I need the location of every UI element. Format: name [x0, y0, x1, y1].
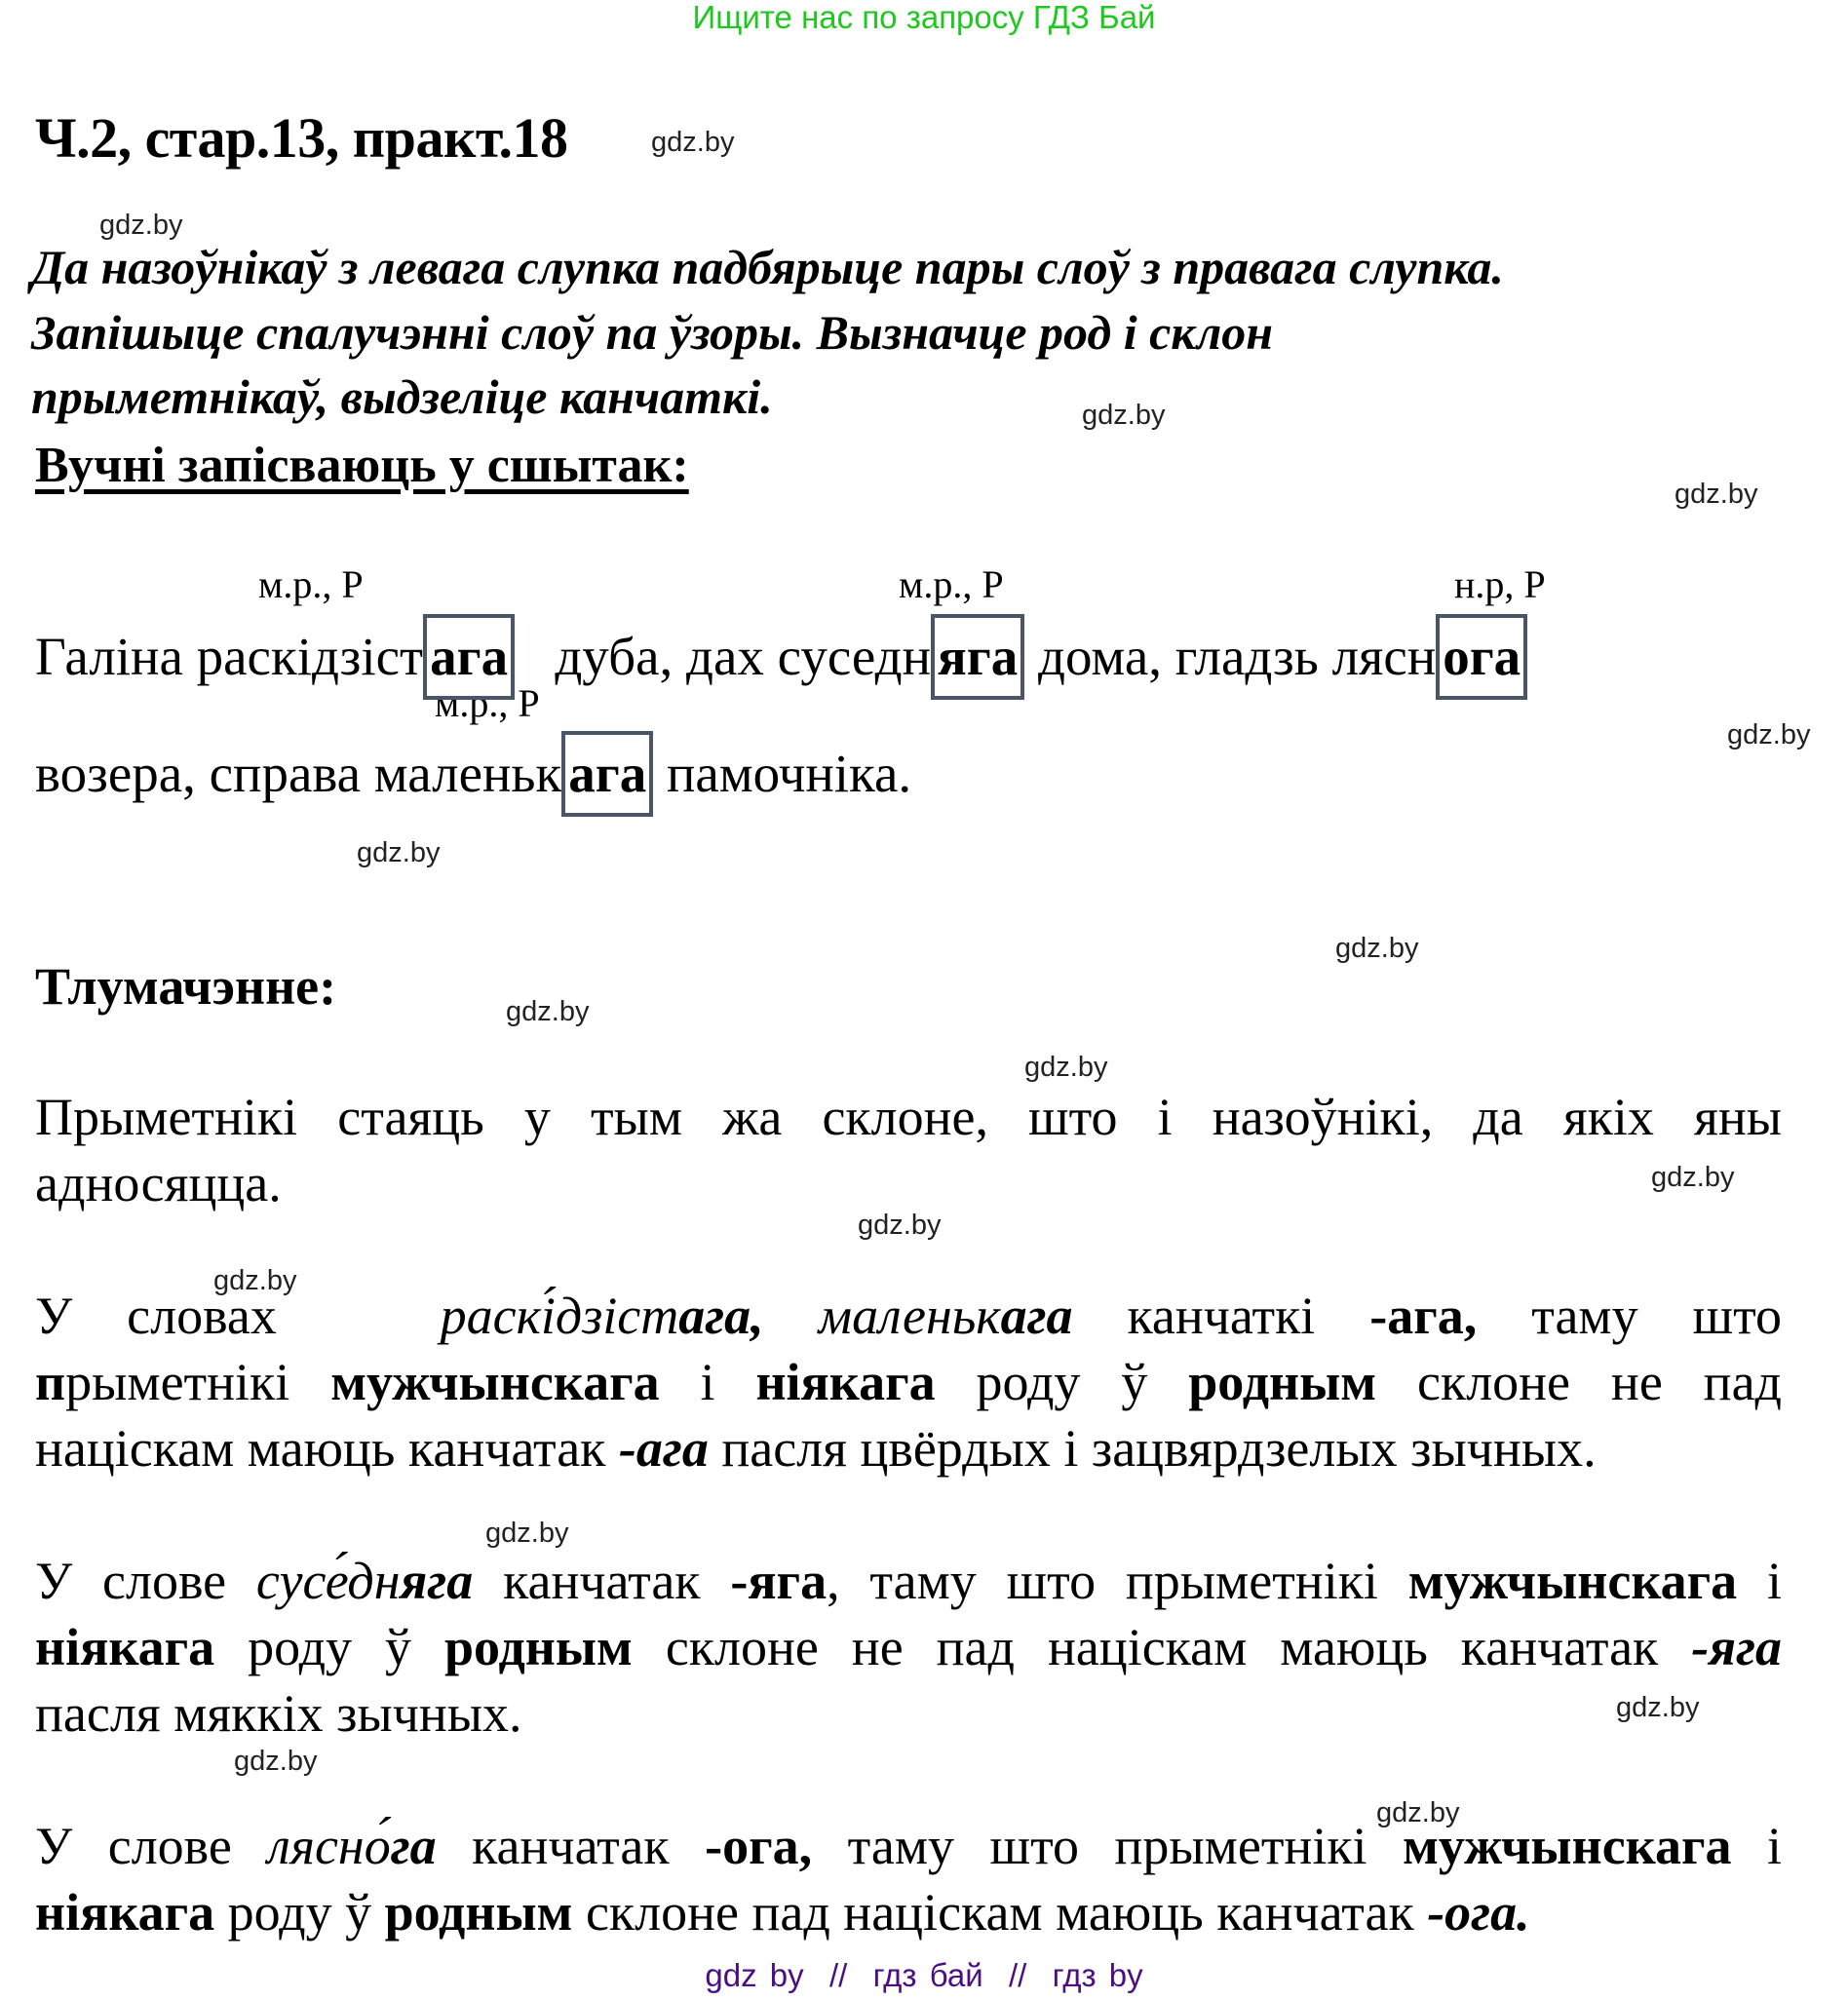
watermark: gdz.by — [357, 837, 441, 868]
answer-text: Галіна раскідзіст — [35, 627, 424, 686]
bold-term: родным — [384, 1883, 573, 1942]
instruction-line-2: Запішыце спалучэнні слоў па ўзоры. Вызначце род і склон — [31, 305, 1274, 360]
text-line: адносяцца. — [35, 1154, 282, 1212]
explanation-paragraph-1 — [35, 1084, 1782, 1216]
watermark: gdz.by — [1727, 719, 1811, 750]
watermark: gdz.by — [858, 1210, 942, 1241]
text-line: прыметнікі мужчынскага і ніякага роду ў родным склоне не пад — [35, 1353, 1783, 1411]
watermark: gdz.by — [1376, 1797, 1460, 1828]
answer-text: дуба, дах суседн — [515, 627, 931, 686]
text: канчаткі — [1127, 1287, 1316, 1345]
text-line: У слове сусе́дняга канчатак -яга, таму што прыметнікі мужчынскага і — [35, 1552, 1782, 1610]
italic-word: маленькага — [818, 1287, 1073, 1345]
ending: -ога. — [1427, 1883, 1530, 1942]
italic-word: сусе́дняга — [255, 1552, 474, 1610]
ending-box: ага — [561, 731, 653, 817]
answer-text: памочніка. — [653, 744, 912, 803]
text-line — [35, 1283, 1782, 1349]
watermark: gdz.by — [1024, 1052, 1108, 1083]
bold-term: мужчынскага — [1407, 1552, 1738, 1610]
watermark: gdz.by — [1335, 933, 1419, 964]
page-title: Ч.2, стар.13, практ.18 — [35, 106, 568, 170]
case-label: м.р., Р — [258, 562, 364, 606]
bold-term: родным — [1188, 1353, 1377, 1411]
watermark: gdz.by — [1651, 1162, 1735, 1193]
explanation-paragraph-3 — [35, 1548, 1782, 1747]
explanation-paragraph-2 — [35, 1283, 1782, 1481]
bold-term: мужчынскага — [1403, 1817, 1732, 1875]
text-line: ніякага роду ў родным склоне не пад націскам маюць канчатак -яга — [35, 1618, 1782, 1676]
answer-text: дома, гладзь лясн — [1024, 627, 1437, 686]
ending: -ага — [618, 1419, 709, 1478]
watermark: gdz.by — [99, 210, 183, 241]
explanation-paragraph-4 — [35, 1813, 1782, 1945]
text-line: Прыметнікі стаяць у тым жа склоне, што і назоўнікі, да якіх яны — [35, 1088, 1782, 1146]
case-label: м.р., Р — [435, 681, 540, 725]
text: У словах — [35, 1287, 277, 1345]
ending-box: ога — [1436, 614, 1527, 700]
text-line: націскам маюць канчатак -ага пасля цвёрдых і зацвярдзелых зычных. — [35, 1419, 1597, 1478]
bold-term: ніякага — [755, 1353, 936, 1411]
answer-text: возера, справа маленьк — [35, 744, 562, 803]
watermark: gdz.by — [485, 1518, 569, 1549]
ending: -ага, — [1369, 1287, 1478, 1345]
explanation-heading: Тлумачэнне: — [35, 957, 337, 1016]
text-line: ніякага роду ў родным склоне пад націскам маюць канчатак -ога. — [35, 1883, 1530, 1942]
instruction-line-1: Да назоўнікаў з левага слупка падбярыце пары слоў з правага слупка. — [31, 240, 1504, 294]
ending-box: ага — [423, 614, 515, 700]
ending-box: яга — [931, 614, 1024, 700]
ending: -ога, — [705, 1817, 813, 1875]
watermark: gdz.by — [1675, 479, 1758, 510]
text-line: пасля мяккіх зычных. — [35, 1684, 522, 1743]
footer-links: gdz by // гдз бай // гдз by — [705, 1957, 1143, 1993]
watermark: gdz.by — [1082, 400, 1166, 431]
search-banner: Ищите нас по запросу ГДЗ Бай — [692, 0, 1156, 35]
watermark: gdz.by — [213, 1265, 297, 1296]
answer-line-1 — [35, 614, 1527, 700]
text-line: У слове лясно́га канчатак -ога, таму што прыметнікі мужчынскага і — [35, 1817, 1782, 1875]
answer-heading: Вучні запісваюць у сшытак: — [35, 438, 689, 493]
bold-term: ніякага — [35, 1618, 215, 1676]
watermark: gdz.by — [234, 1746, 318, 1777]
watermark: gdz.by — [651, 127, 735, 158]
watermark: gdz.by — [506, 996, 590, 1027]
instruction-line-3: прыметнікаў, выдзеліце канчаткі. — [31, 369, 773, 424]
text: таму што — [1531, 1287, 1783, 1345]
case-label: м.р., Р — [899, 562, 1004, 606]
bold-term: ніякага — [35, 1883, 215, 1942]
case-label: н.р, Р — [1454, 562, 1546, 606]
italic-word: раскі́дзістага, — [440, 1287, 764, 1345]
watermark: gdz.by — [1616, 1692, 1700, 1723]
ending: -яга — [1691, 1618, 1782, 1676]
answer-line-2 — [35, 731, 911, 817]
italic-word: лясно́га — [267, 1817, 437, 1875]
bold-term: мужчынскага — [330, 1353, 660, 1411]
bold-term: родным — [443, 1618, 633, 1676]
